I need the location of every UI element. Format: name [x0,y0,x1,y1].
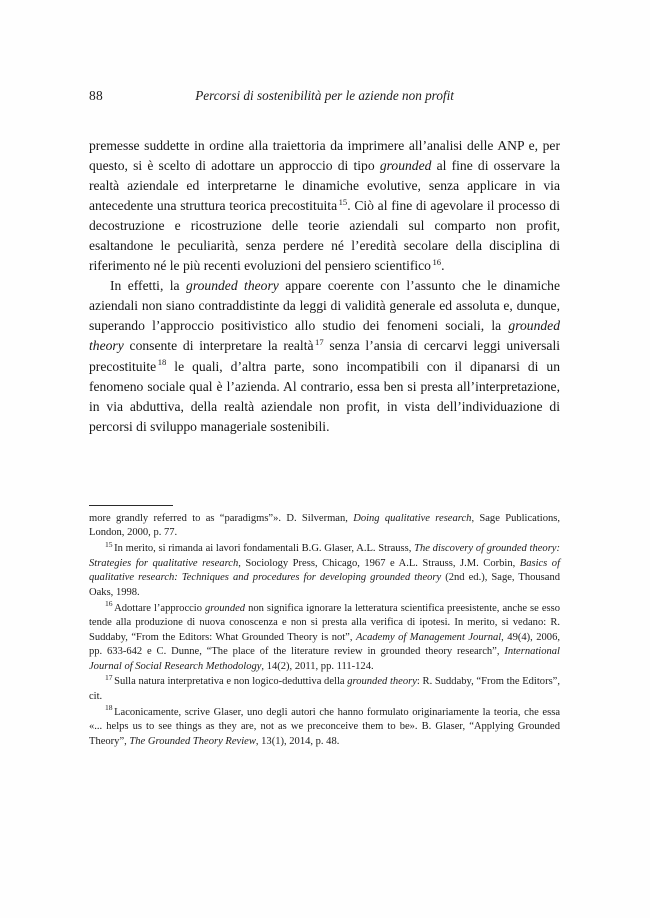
footnote-entry: $^{17}$ Sulla natura interpretativa e non logico-deduttiva della grounded theory: R. Suddaby, “From the Editors”, cit. [89,672,561,702]
body-paragraph: In effetti, la grounded theory appare coerente con l’assunto che le dinamiche aziendali non siano contraddistinte da leggi di validità generale ed assoluta e, dunque, superando l’approccio positivistico allo studio dei fenomeni sociali, la grounded theory consente di interpretare la realtà $^{17}$ senza l’ansia di cercarvi leggi universali precostituite $^{18}$ le quali, d’altra parte, sono incompatibili con il dipanarsi di un fenomeno sociale qual è l’azienda. Al contrario, essa ben si presta all’interpretazione, in via abduttiva, della realtà aziendale non profit, in vista dell’individuazione di percorsi di sviluppo manageriale sostenibili. [89,278,561,434]
body-paragraph: premesse suddette in ordine alla traiettoria da imprimere all’analisi delle ANP e, per questo, si è scelto di adottare un approccio di tipo grounded al fine di osservare la realtà aziendale ed interpretarne le dinamiche evolutive, senza applicare in via antecedente una struttura teorica precostituita $^{15}$. Ciò al fine di agevolare il processo di decostruzione e ricostruzione delle teorie aziendali sul comparto non profit, esaltandone le peculiarità, senza perdere né l’eredità secolare della disciplina di riferimento né le più recenti evoluzioni del pensiero scientifico $^{16}$. [89,138,561,274]
footnote-reference[interactable]: 15 [338,196,348,207]
footnote-number[interactable]: 16 [105,599,113,609]
footnote-entry: $^{16}$ Adottare l’approccio grounded non significa ignorare la letteratura scientifica preesistente, anche se esso tende alla produzione di nuova conoscenza e non si presta alla verifica di ipotesi. In merito, si vedano: R. Suddaby, “From the Editors: What Grounded Theory is not”, Academy of Management Journal, 49(4), 2006, pp. 633-642 e C. Dunne, “The place of the literature review in grounded theory research”, International Journal of Social Research Methodology, 14(2), 2011, pp. 111-124. [89,599,560,672]
footnote-entry: more grandly referred to as “paradigms”». D. Silverman, Doing qualitative research, Sage Publications, London, 2000, p. 77. [89,513,560,539]
footnote-number[interactable]: 18 [105,703,113,713]
footnote-entry: $^{18}$ Laconicamente, scrive Glaser, uno degli autori che hanno formulato originariamente la teoria, che essa «... helps us to see things as they are, not as we preconceive them to be». B. Glaser, “Applying Grounded Theory”, The Grounded Theory Review, 13(1), 2014, p. 48. [89,703,560,747]
italic-run: Academy of Management Journal [355,631,502,643]
italic-run: grounded theory [186,278,279,294]
body-text [89,136,560,437]
footnote-separator-rule [89,505,173,506]
footnote-number[interactable]: 17 [105,672,113,682]
footnote-number[interactable]: 15 [105,539,113,549]
italic-run: The discovery of grounded theory: Strategies for qualitative research [89,543,560,569]
running-head-title: Percorsi di sostenibilità per le aziende non profit [195,88,454,103]
italic-run: grounded theory [89,318,560,354]
page-number: 88 [89,88,104,103]
footnote-reference[interactable]: 18 [157,356,167,367]
footnote-block [89,512,560,751]
italic-run: Doing qualitative research [353,513,472,524]
footnote-entry: $^{15}$ In merito, si rimanda ai lavori fondamentali B.G. Glaser, A.L. Strauss, The discovery of grounded theory: Strategies for qualitative research, Sociology Press, Chicago, 1967 e A.L. Strauss, J.M. Corbin, Basics of qualitative research: Techniques and procedures for developing grounded theory (2nd ed.), Sage, Thousand Oaks, 1998. [89,539,560,598]
italic-run: International Journal of Social Research Methodology [89,646,560,672]
running-head [89,88,560,108]
footnote-reference[interactable]: 16 [432,256,442,267]
footnote-reference[interactable]: 17 [315,336,324,347]
italic-run: The Grounded Theory Review [129,735,256,747]
italic-run: grounded [379,158,432,174]
italic-run: grounded theory [347,676,417,688]
italic-run: grounded [205,602,246,614]
italic-run: Basics of qualitative research: Techniques and procedures for developing grounded theory [89,557,560,584]
